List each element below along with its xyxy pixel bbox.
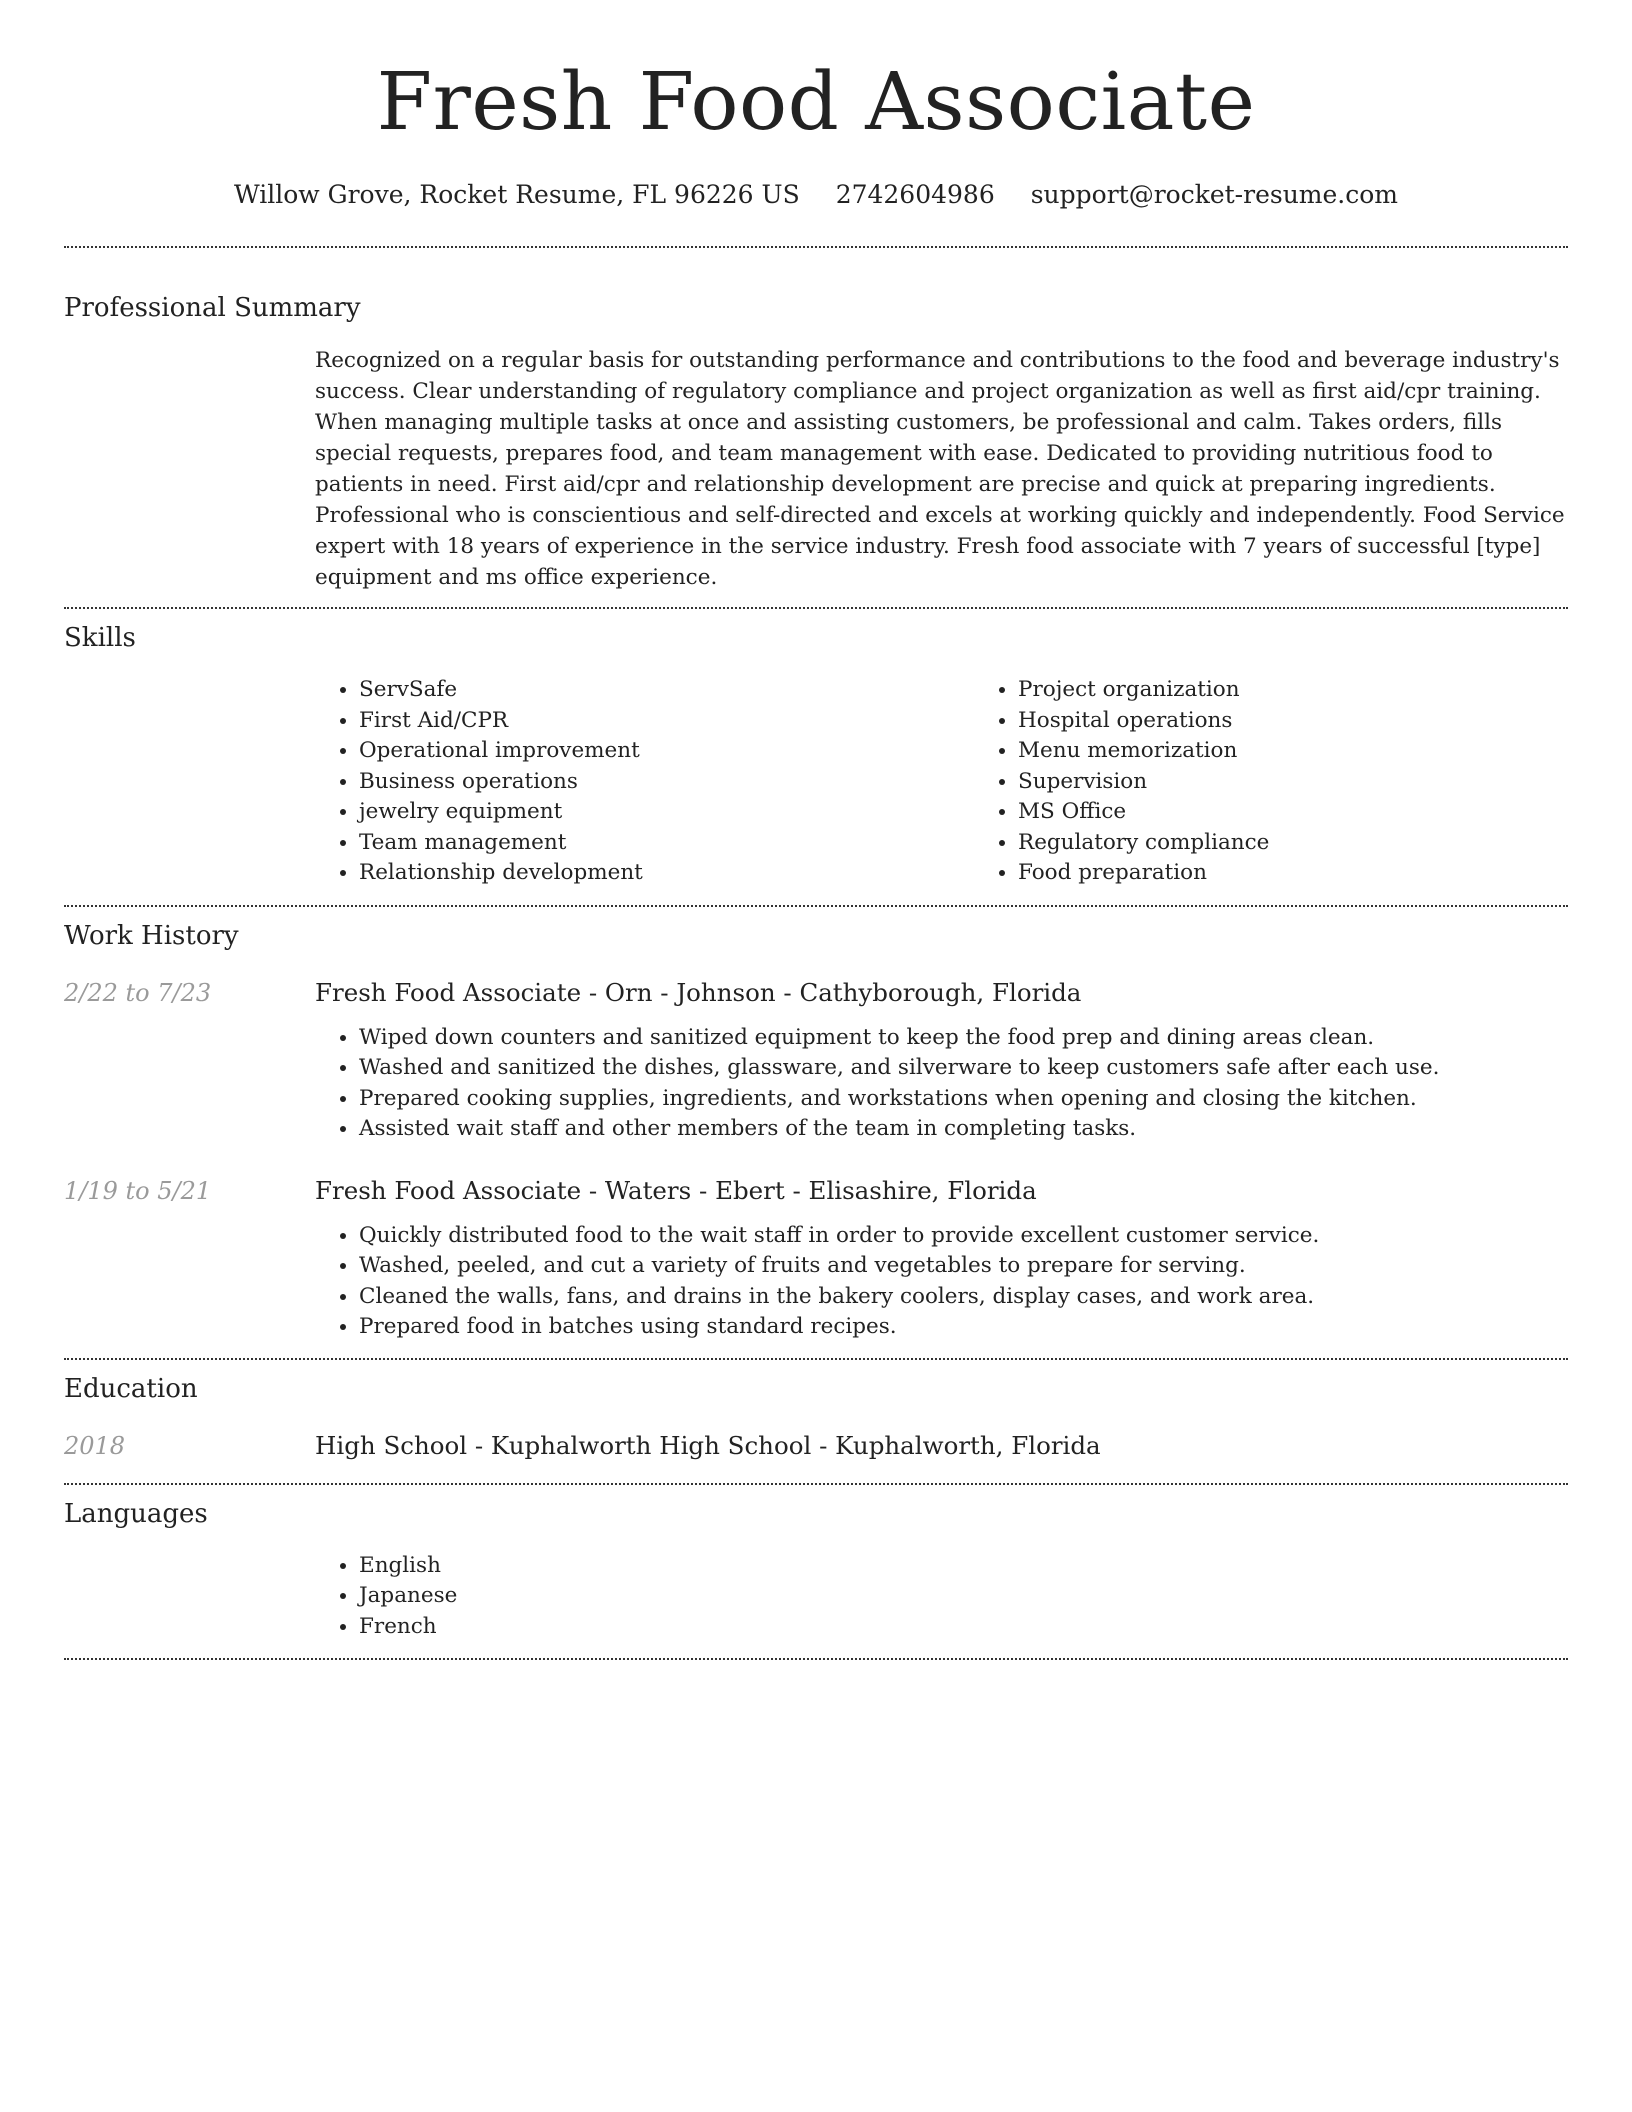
contact-email: support@rocket-resume.com [1030,180,1399,209]
skill-item: • jewelry equipment [359,797,974,828]
contact-phone: 2742604986 [835,180,995,209]
job-bullet: • Prepared food in batches using standard recipes. [359,1312,1568,1343]
summary-row [64,345,1568,593]
language-item: • French [359,1612,1568,1643]
languages-heading: Languages [64,1498,208,1529]
job-body [315,1174,1568,1343]
resume-header [0,0,1632,212]
education-body [315,1429,1568,1463]
skill-item: • Business operations [359,767,974,798]
languages-list [315,1551,1568,1643]
skills-list-right [974,675,1632,889]
job-bullet: • Washed and sanitized the dishes, glassware, and silverware to keep customers safe after each use. [359,1053,1568,1084]
skills-list-left [315,675,974,889]
section-divider [64,1483,1568,1485]
education-heading-line: High School - Kuphalworth High School - Kuphalworth, Florida [315,1430,1101,1460]
job-dates: 2/22 to 7/23 [64,978,212,1007]
skill-item: • Hospital operations [1018,706,1632,737]
job-dates: 1/19 to 5/21 [64,1176,212,1205]
education-heading: Education [64,1373,198,1404]
job-bullet: • Assisted wait staff and other members of the team in completing tasks. [359,1114,1568,1145]
job-bullets [315,1023,1568,1145]
job-bullet: • Quickly distributed food to the wait staff in order to provide excellent customer service. [359,1221,1568,1252]
section-divider [64,607,1568,609]
skill-item: • First Aid/CPR [359,706,974,737]
summary-heading: Professional Summary [64,293,361,323]
languages-body [315,1551,1568,1643]
skill-item: • Team management [359,828,974,859]
candidate-name: Fresh Food Associate [376,55,1256,148]
skills-row [64,675,1568,889]
skill-item: • Project organization [1018,675,1632,706]
summary-section [64,290,1568,593]
job-entry [64,1174,1568,1343]
summary-left-spacer [64,345,315,593]
section-divider [64,1658,1568,1660]
language-item: • English [359,1551,1568,1582]
language-item: • Japanese [359,1581,1568,1612]
languages-left-spacer [64,1551,315,1643]
job-bullets [315,1221,1568,1343]
languages-row [64,1551,1568,1643]
education-year: 2018 [64,1431,126,1460]
job-heading: Fresh Food Associate - Orn - Johnson - Cathyborough, Florida [315,977,1082,1007]
skill-item: • Food preparation [1018,858,1632,889]
skills-section [64,620,1568,889]
work-history-section [64,918,1568,1343]
summary-body [315,345,1568,593]
section-divider [64,1358,1568,1360]
education-section [64,1371,1568,1463]
skill-item: • MS Office [1018,797,1632,828]
section-divider [64,905,1568,907]
skill-item: • Operational improvement [359,736,974,767]
skill-item: • Relationship development [359,858,974,889]
job-body [315,976,1568,1145]
job-heading: Fresh Food Associate - Waters - Ebert - Elisashire, Florida [315,1175,1037,1205]
skill-item: • Supervision [1018,767,1632,798]
job-bullet: • Prepared cooking supplies, ingredients, and workstations when opening and closing the kitchen. [359,1084,1568,1115]
job-bullet: • Cleaned the walls, fans, and drains in the bakery coolers, display cases, and work area. [359,1282,1568,1313]
section-divider [64,246,1568,248]
skill-item: • Menu memorization [1018,736,1632,767]
job-bullet: • Wiped down counters and sanitized equipment to keep the food prep and dining areas clean. [359,1023,1568,1054]
education-entry [64,1429,1568,1463]
job-bullet: • Washed, peeled, and cut a variety of fruits and vegetables to prepare for serving. [359,1251,1568,1282]
skills-left-spacer [64,675,315,889]
skill-item: • Regulatory compliance [1018,828,1632,859]
skills-heading: Skills [64,623,136,653]
job-entry [64,976,1568,1145]
skills-grid [315,675,1632,889]
contact-address: Willow Grove, Rocket Resume, FL 96226 US [233,180,800,209]
summary-text: Recognized on a regular basis for outstanding performance and contributions to the food and beverage industry's success. Clear understanding of regulatory compliance and project organization as well as first aid/cpr training. When managing multiple tasks at once and assisting customers, be professional and calm. Takes orders, fills special requests, prepares food, and team management with ease. Dedicated to providing nutritious food to patients in need. First aid/cpr and relationship development are precise and quick at preparing ingredients. Professional who is conscientious and self-directed and excels at working quickly and independently. Food Service expert with 18 years of experience in the service industry. Fresh food associate with 7 years of successful [type] equipment and ms office experience. [315,348,1565,590]
contact-line [0,178,1632,212]
work-history-heading: Work History [64,920,239,951]
skill-item: • ServSafe [359,675,974,706]
languages-section [64,1496,1568,1643]
